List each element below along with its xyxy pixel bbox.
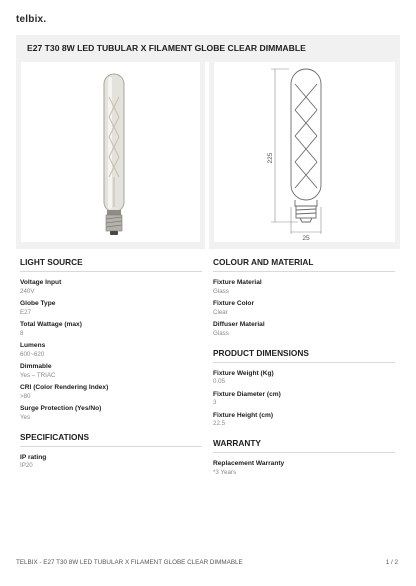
dimension-drawing — [214, 62, 395, 242]
bulb-photo — [21, 62, 200, 242]
spec-item — [20, 279, 202, 296]
spec-label: Fixture Diameter (cm) — [213, 390, 281, 398]
title-bar — [16, 35, 400, 62]
spec-label: Lumens — [20, 342, 46, 349]
spec-item — [213, 391, 395, 408]
spec-label: Fixture Material — [213, 279, 262, 286]
spec-value: >80 — [20, 392, 31, 400]
spec-item — [213, 412, 395, 429]
spec-value: 600~620 — [20, 350, 45, 358]
spec-item — [213, 460, 395, 477]
spec-value: Glass — [213, 287, 229, 295]
section-title-warranty: WARRANTY — [213, 438, 395, 453]
spec-label: Fixture Height (cm) — [213, 411, 274, 419]
spec-value: 240V — [20, 287, 35, 295]
right-spec-column — [213, 257, 395, 481]
spec-value: 3 — [213, 399, 217, 406]
spec-label: Total Wattage (max) — [20, 321, 82, 328]
spec-item — [213, 300, 395, 317]
spec-value: Yes — [20, 413, 31, 421]
spec-label: Voltage Input — [20, 279, 62, 286]
technical-drawing-panel — [209, 62, 400, 249]
spec-item — [213, 370, 395, 387]
spec-label: Diffuser Material — [213, 321, 265, 328]
spec-label: IP rating — [20, 453, 47, 461]
spec-value: 8 — [20, 329, 24, 337]
product-photo-panel — [16, 62, 205, 249]
spec-item — [20, 300, 202, 317]
spec-item — [20, 342, 202, 359]
spec-value: E27 — [20, 308, 32, 316]
spec-label: Dimmable — [20, 363, 52, 370]
spec-label: Replacement Warranty — [213, 460, 285, 467]
section-title-product-dimensions: PRODUCT DIMENSIONS — [213, 348, 395, 363]
section-title-colour-material: COLOUR AND MATERIAL — [213, 257, 395, 272]
width-dimension-label: 25 — [302, 235, 310, 242]
spec-label: Fixture Color — [213, 300, 255, 307]
page-number: 1 / 2 — [385, 559, 398, 566]
spec-item — [20, 454, 202, 471]
spec-value: 0.05 — [213, 378, 226, 385]
footer-product-name: TELBIX - E27 T30 8W LED TUBULAR X FILAMENT GLOBE CLEAR DIMMABLE — [16, 559, 243, 566]
product-title: E27 T30 8W LED TUBULAR X FILAMENT GLOBE CLEAR DIMMABLE — [27, 43, 306, 53]
height-dimension-label: 225 — [267, 152, 274, 164]
spec-item — [213, 279, 395, 296]
spec-item — [213, 321, 395, 338]
section-title-specifications: SPECIFICATIONS — [20, 432, 202, 447]
brand-logo: telbix. — [16, 14, 47, 25]
left-spec-column — [20, 257, 202, 475]
spec-item — [20, 321, 202, 338]
spec-value: IP20 — [20, 462, 33, 469]
spec-item — [20, 363, 202, 380]
spec-label: Globe Type — [20, 300, 56, 307]
spec-item — [20, 384, 202, 401]
spec-value: Clear — [213, 308, 228, 316]
spec-label: Fixture Weight (Kg) — [213, 369, 274, 377]
spec-item — [20, 405, 202, 422]
spec-label: Surge Protection (Yes/No) — [20, 405, 102, 412]
spec-label: CRI (Color Rendering Index) — [20, 384, 109, 391]
spec-value: Glass — [213, 329, 229, 337]
spec-value: *3 Years — [213, 468, 237, 476]
spec-value: Yes – TRIAC — [20, 371, 56, 379]
spec-value: 22.5 — [213, 420, 226, 427]
section-title-light-source: LIGHT SOURCE — [20, 257, 202, 272]
